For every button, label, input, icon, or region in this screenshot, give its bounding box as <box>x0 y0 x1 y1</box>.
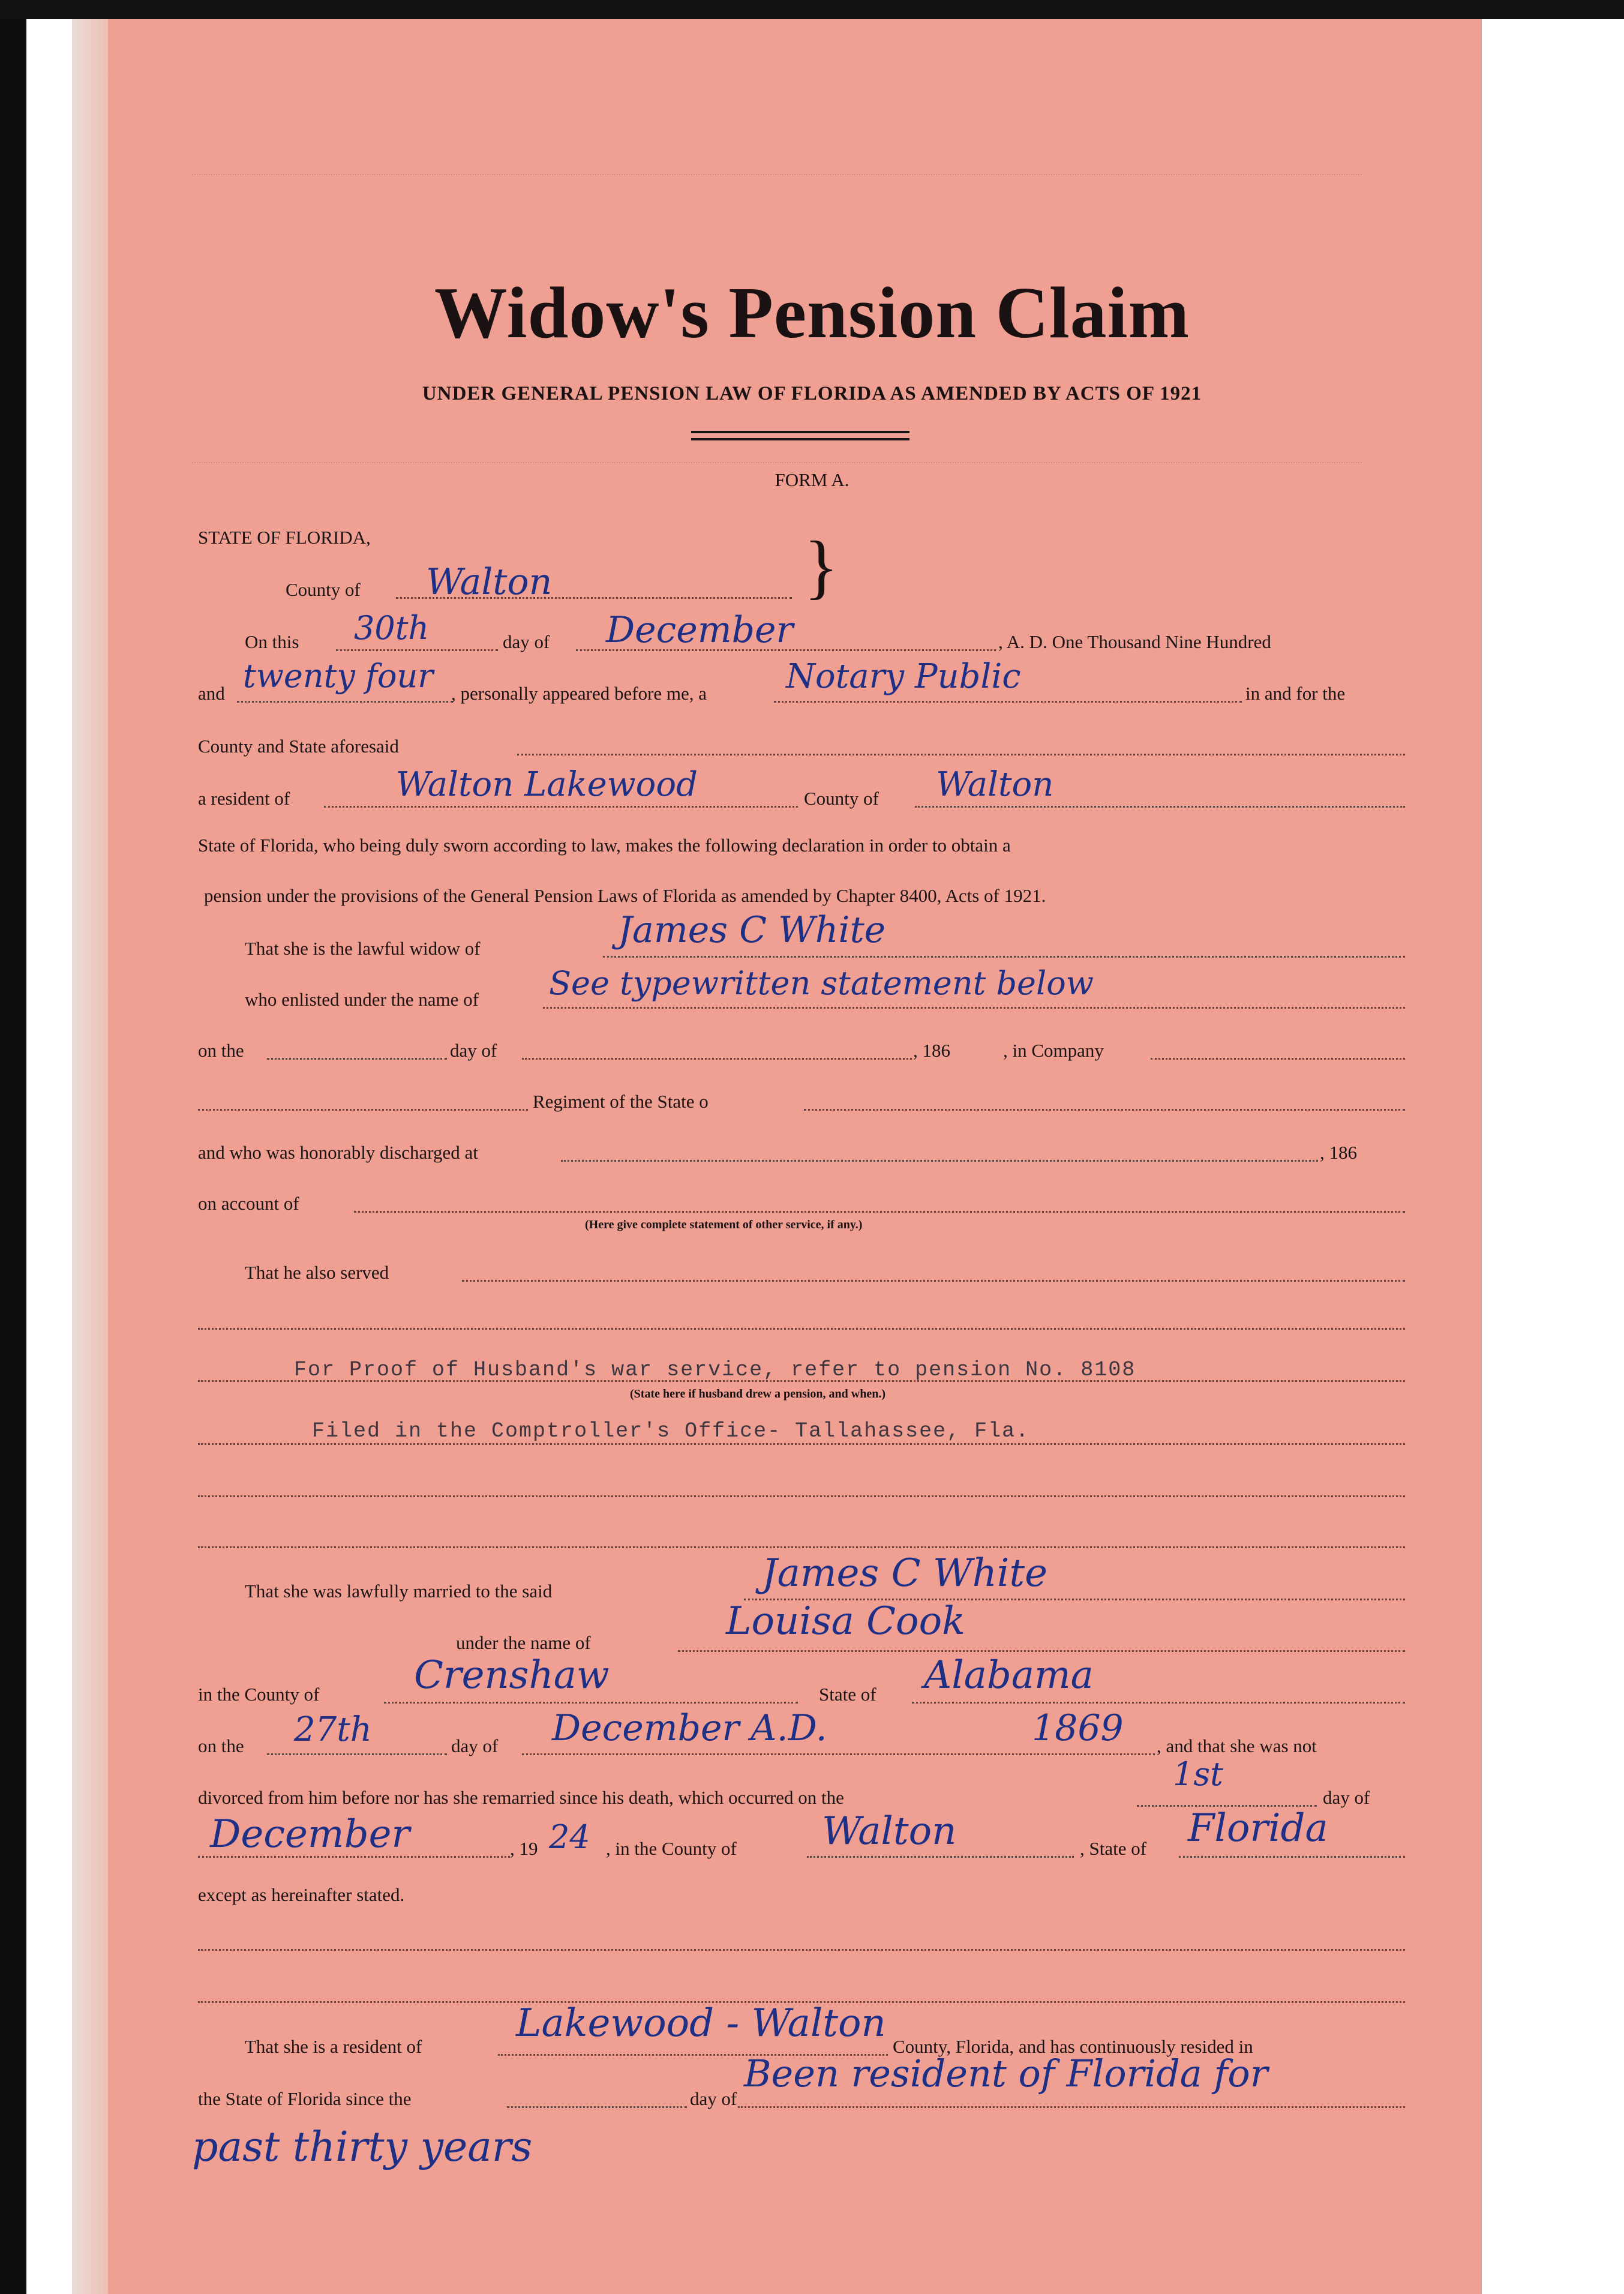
typed-line-2 <box>198 1443 1405 1445</box>
day-value: 30th <box>354 609 430 647</box>
maiden-value: Louisa Cook <box>726 1599 965 1644</box>
enlist-day-of-label: day of <box>450 1040 497 1061</box>
regiment-state-line <box>804 1109 1405 1111</box>
marriage-state-label: State of <box>819 1684 876 1705</box>
marriage-year-value: 1869 <box>1032 1707 1124 1749</box>
officer-line <box>774 701 1242 703</box>
other-service-note: (Here give complete statement of other service, if any.) <box>585 1218 863 1231</box>
since-value: Been resident of Florida for <box>744 2052 1268 2095</box>
state-label: STATE OF FLORIDA, <box>198 527 371 548</box>
blank-line <box>198 1949 1405 1951</box>
resident-value: Walton Lakewood <box>396 765 698 804</box>
marriage-county-value: Crenshaw <box>414 1653 610 1698</box>
account-label: on account of <box>198 1193 299 1214</box>
day-line <box>336 649 498 651</box>
residence-county-text: County, Florida, and has continuously resided in <box>893 2036 1253 2057</box>
married-label: That she was lawfully married to the said <box>245 1581 553 1602</box>
except-text: except as hereinafter stated. <box>198 1884 405 1905</box>
maiden-line <box>678 1650 1405 1652</box>
bleed-through-lines <box>192 174 1362 176</box>
account-line <box>354 1211 1405 1213</box>
death-year-value: 24 <box>549 1818 590 1856</box>
on-this-label: On this <box>245 631 299 652</box>
death-state-value: Florida <box>1188 1806 1328 1851</box>
since-month-line <box>738 2106 1405 2108</box>
typed-pension-reference: For Proof of Husband's war service, refer to pension No. 8108 <box>294 1358 1136 1382</box>
death-state-line <box>1179 1856 1405 1858</box>
ad-text: , A. D. One Thousand Nine Hundred <box>998 631 1271 652</box>
officer-value: Notary Public <box>786 657 1021 696</box>
residence-continued-value: past thirty years <box>192 2124 533 2171</box>
discharged-line <box>561 1160 1318 1162</box>
resident-county-label: County of <box>804 788 879 809</box>
divorced-text: divorced from him before nor has she remarried since his death, which occurred on the <box>198 1787 844 1808</box>
scan-border-top <box>0 0 1624 19</box>
county-state-text: County and State aforesaid <box>198 736 399 757</box>
discharged-year-label: , 186 <box>1320 1142 1357 1163</box>
day-of-label: day of <box>503 631 550 652</box>
enlisted-value: See typewritten statement below <box>549 964 1094 1002</box>
marriage-day-of-label: day of <box>451 1735 499 1756</box>
form-subtitle: UNDER GENERAL PENSION LAW OF FLORIDA AS AMENDED BY ACTS OF 1921 <box>422 383 1202 404</box>
death-day-value: 1st <box>1173 1755 1223 1793</box>
since-day-line <box>507 2106 687 2108</box>
blank-line <box>198 1328 1405 1330</box>
company-line <box>1151 1058 1405 1060</box>
death-county-label: , in the County of <box>606 1838 737 1859</box>
company-label: , in Company <box>1003 1040 1104 1061</box>
death-county-value: Walton <box>822 1809 957 1854</box>
also-served-line <box>462 1280 1405 1282</box>
month-value: December <box>606 609 794 651</box>
under-name-label: under the name of <box>456 1632 591 1653</box>
marriage-month-value: December A.D. <box>552 1707 827 1749</box>
pension-note: (State here if husband drew a pension, and when.) <box>630 1387 886 1401</box>
death-year-prefix: , 19 <box>510 1838 538 1859</box>
marriage-day-line <box>267 1753 447 1755</box>
resident-line <box>324 806 798 808</box>
residence-label: That she is a resident of <box>245 2036 422 2057</box>
appeared-text: , personally appeared before me, a <box>451 683 707 704</box>
form-label: FORM A. <box>775 469 849 490</box>
discharged-label: and who was honorably discharged at <box>198 1142 478 1163</box>
year-value: twenty four <box>243 657 434 695</box>
title-rule-top <box>691 431 909 433</box>
county-label: County of <box>286 579 361 600</box>
death-month-value: December <box>210 1812 410 1857</box>
enlisted-label: who enlisted under the name of <box>245 989 479 1010</box>
title-rule-bottom <box>691 438 909 440</box>
widow-value: James C White <box>618 909 886 951</box>
widow-label: That she is the lawful widow of <box>245 938 481 959</box>
since-day-of-label: day of <box>690 2088 737 2109</box>
resident-county-value: Walton <box>936 765 1054 804</box>
resident-label: a resident of <box>198 788 290 809</box>
typed-line-1 <box>198 1380 1405 1382</box>
marriage-county-line <box>384 1702 798 1704</box>
husband-value: James C White <box>762 1551 1047 1596</box>
typed-filed-office: Filed in the Comptroller's Office- Tallahassee, Fla. <box>312 1419 1030 1443</box>
marriage-on-the-label: on the <box>198 1735 244 1756</box>
marriage-day-value: 27th <box>294 1710 372 1749</box>
enlist-day-line <box>267 1058 447 1060</box>
regiment-label: Regiment of the State o <box>533 1091 709 1112</box>
declaration-line-1: State of Florida, who being duly sworn according to law, makes the following declaration in order to obtain a <box>198 835 1011 856</box>
death-county-line <box>807 1856 1074 1858</box>
bleed-through-lines <box>192 462 1362 464</box>
death-state-label: , State of <box>1080 1838 1147 1859</box>
marriage-county-label: in the County of <box>198 1684 320 1705</box>
marriage-state-value: Alabama <box>924 1653 1094 1698</box>
year-line <box>237 701 453 703</box>
blank-line <box>198 1495 1405 1497</box>
death-day-of-label: day of <box>1323 1787 1370 1808</box>
blank-line <box>198 1546 1405 1548</box>
county-value: Walton <box>426 561 553 603</box>
enlist-month-line <box>522 1058 912 1060</box>
widow-line <box>603 956 1405 958</box>
form-title: Widow's Pension Claim <box>434 272 1190 353</box>
enlist-year-label: , 186 <box>913 1040 950 1061</box>
resident-county-line <box>915 806 1405 808</box>
regiment-line <box>198 1109 528 1111</box>
brace: } <box>804 526 839 606</box>
declaration-line-2: pension under the provisions of the General Pension Laws of Florida as amended by Chapter 8400, Acts of 1921. <box>204 885 1046 906</box>
aforesaid-line <box>517 754 1405 755</box>
marriage-state-line <box>912 1702 1405 1704</box>
and-label: and <box>198 683 225 704</box>
enlisted-line <box>543 1007 1405 1009</box>
marriage-month-line <box>522 1753 1155 1755</box>
since-label: the State of Florida since the <box>198 2088 412 2109</box>
on-the-label: on the <box>198 1040 244 1061</box>
residence-value: Lakewood - Walton <box>516 2001 886 2046</box>
also-served-label: That he also served <box>245 1262 389 1283</box>
not-divorced-label: , and that she was not <box>1157 1735 1317 1756</box>
in-and-for-text: in and for the <box>1245 683 1346 704</box>
